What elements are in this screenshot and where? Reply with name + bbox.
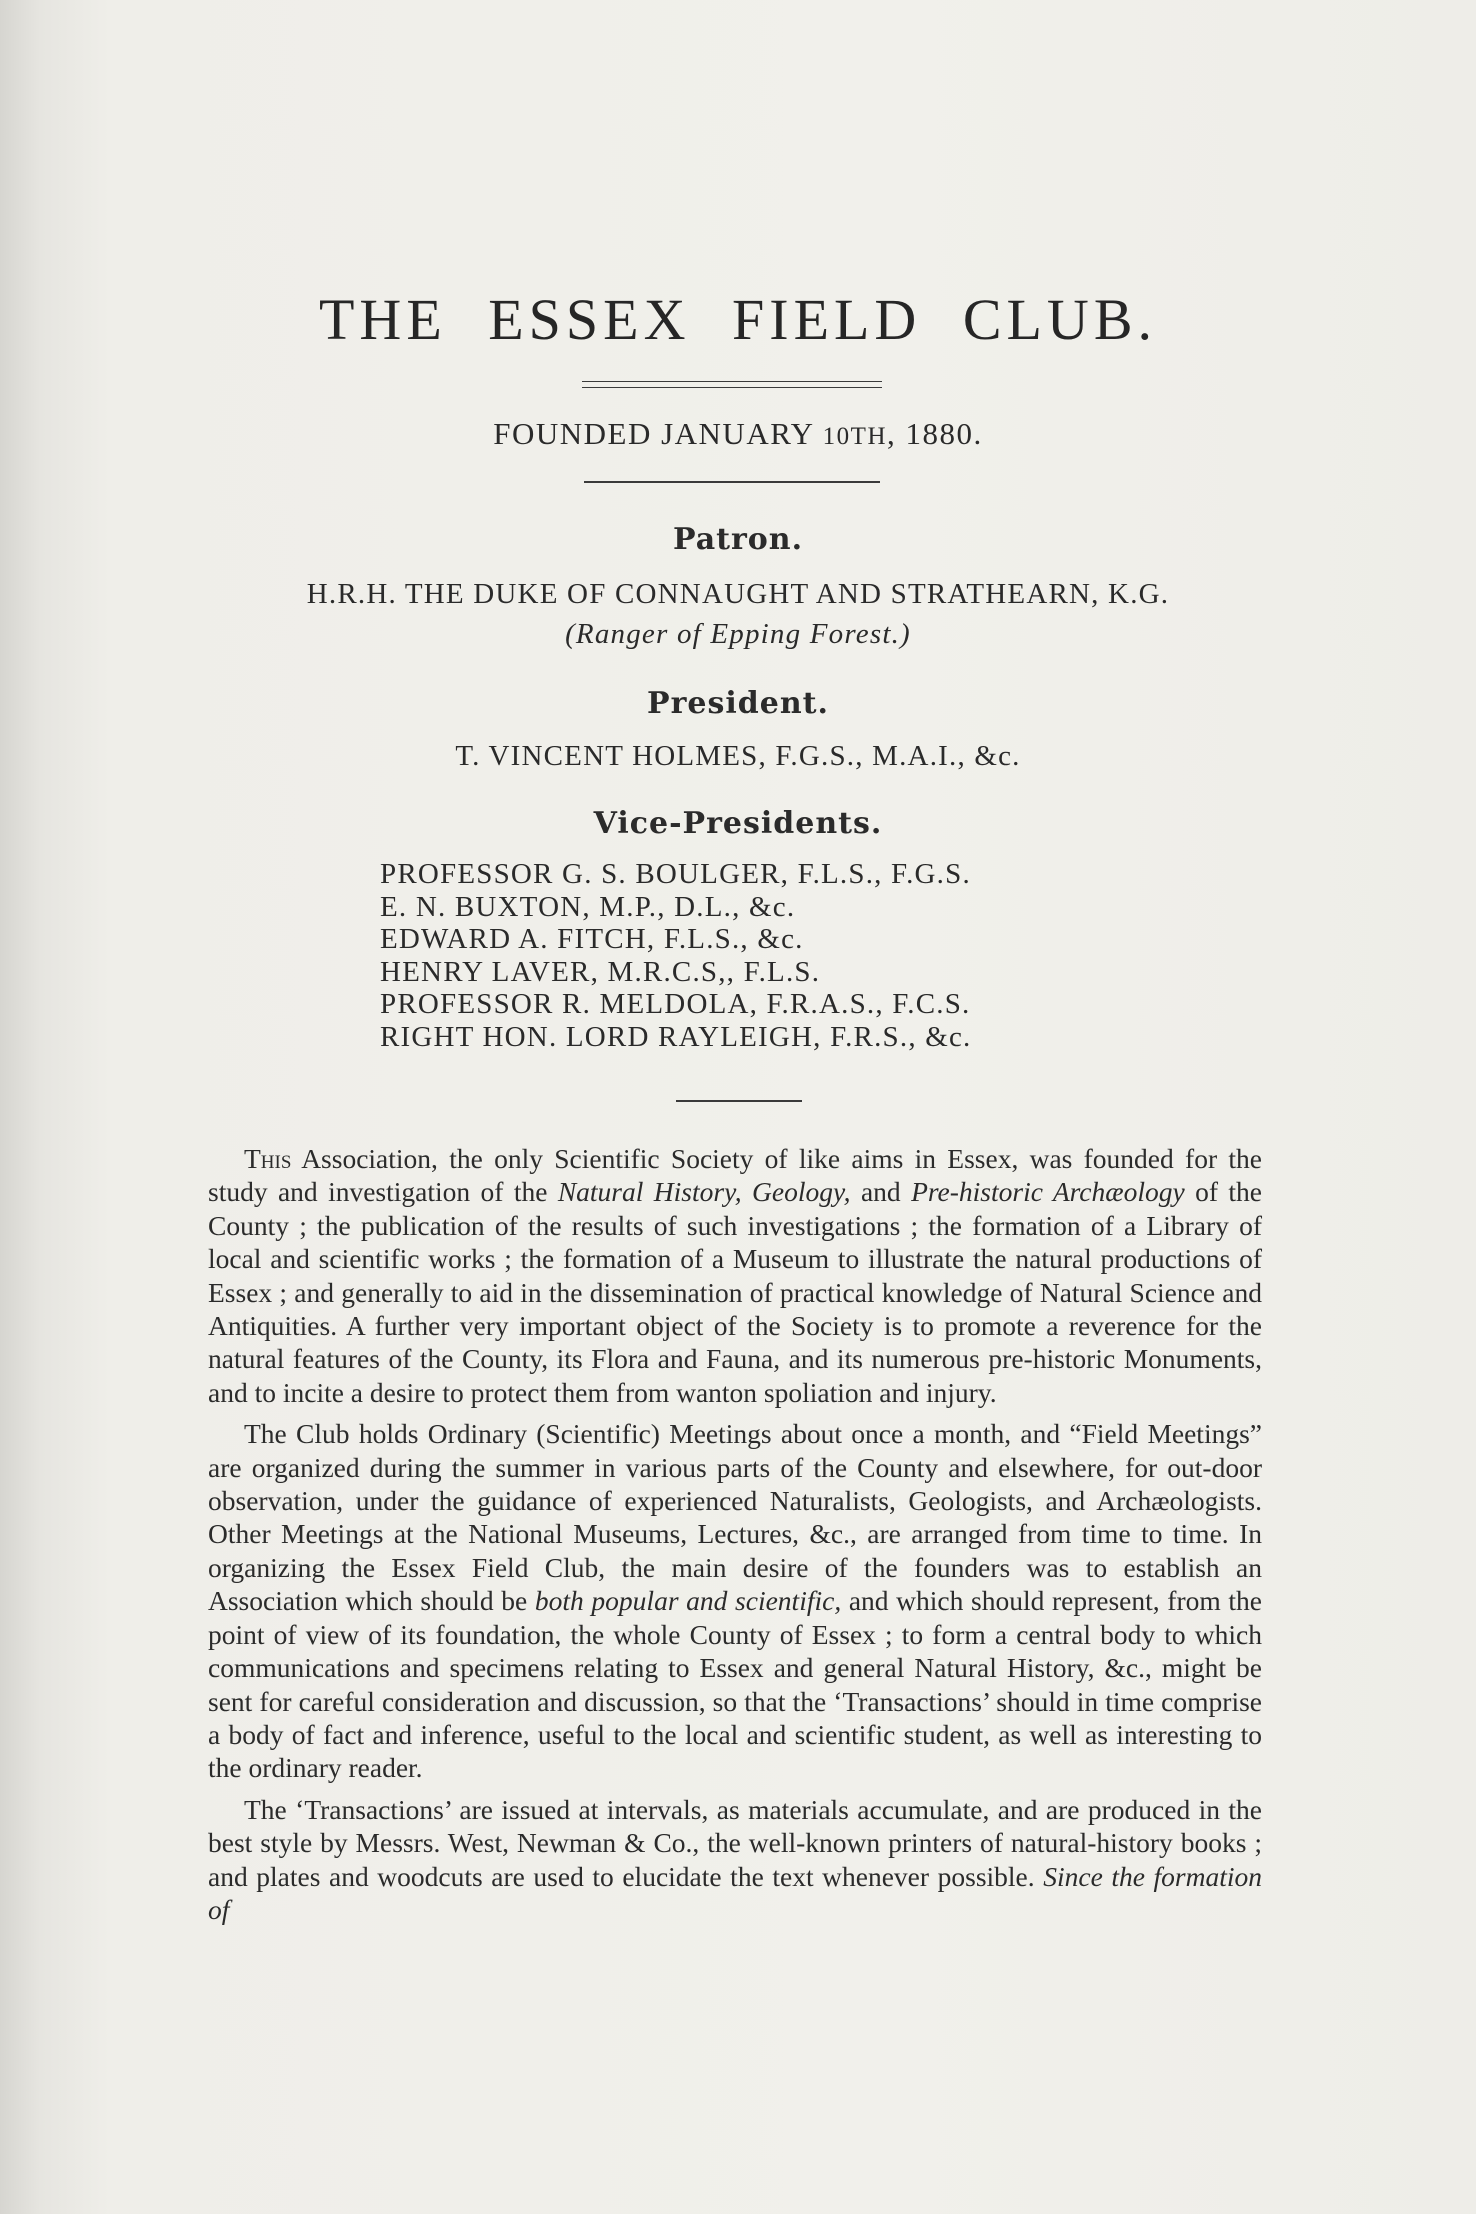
paragraph-italic: both popular and scientific,: [534, 1585, 842, 1617]
paragraph-text: and which should represent, from the point of view of its foundation, the whole County of Essex ; to form a central body to which communications and specimens relating to Essex and general Natural History, &c., might be sent for careful consideration and discussion, so that the ‘Transactions’ should in time comprise a body of fact and inference, useful to the local and scientific student, as well as interesting to the ordinary reader.: [208, 1585, 1262, 1784]
paragraph-italic: Pre-historic Archæology: [911, 1176, 1185, 1208]
paragraph-1: [208, 1142, 1262, 1409]
paragraph-text: and: [850, 1176, 912, 1208]
paragraph-2: [208, 1417, 1262, 1784]
president-heading: President.: [647, 686, 829, 721]
section-rule: [676, 1100, 802, 1102]
founded-prefix: FOUNDED JANUARY: [493, 416, 823, 451]
patron-role: (Ranger of Epping Forest.): [565, 618, 911, 650]
vice-president-item: PROFESSOR R. MELDOLA, F.R.A.S., F.C.S.: [380, 988, 971, 1020]
founded-date: [0, 416, 1476, 452]
title-double-rule: [582, 381, 882, 388]
founded-rule: [584, 481, 880, 483]
paragraph-3: [208, 1793, 1262, 1927]
founded-day: 10TH: [822, 423, 887, 450]
paragraph-text: of the County ; the publication of the results of such investigations ; the formation of a Library of local and scientific works ; the formation of a Museum to illustrate the natural productions of Essex ; and generally to aid in the dissemination of practical knowledge of Natural Science and Antiquities. A further very important object of the Society is to promote a reverence for the natural features of the County, its Flora and Fauna, and its numerous pre-historic Monuments, and to incite a desire to protect them from wanton spoliation and injury.: [208, 1176, 1262, 1408]
paragraph-text: The Club holds Ordinary (Scientific) Meetings about once a month, and “Field Meetings” are organized during the summer in various parts of the County and elsewhere, for out-door observation, under the guidance of experienced Naturalists, Geologists, and Archæologists. Other Meetings at the National Museums, Lectures, &c., are arranged from time to time. In organizing the Essex Field Club, the main desire of the founders was to establish an Association which should be: [208, 1418, 1262, 1617]
vice-president-item: HENRY LAVER, M.R.C.S,, F.L.S.: [380, 955, 821, 988]
vice-presidents-heading: Vice-Presidents.: [593, 806, 883, 841]
paragraph-italic: Since the formation of: [208, 1860, 1262, 1925]
paragraph-text: The ‘Transactions’ are issued at intervals, as materials accumulate, and are produced in the best style by Messrs. West, Newman & Co., the well-known printers of natural-history books ; and plates and woodcuts are used to elucidate the text whenever possible.: [208, 1793, 1262, 1892]
vice-presidents-list: [380, 858, 1200, 1053]
paragraph-italic: Natural History, Geology,: [557, 1176, 851, 1208]
founded-suffix: , 1880.: [887, 416, 983, 451]
patron-heading: Patron.: [672, 522, 804, 557]
paragraph-text: Association, the only Scientific Society of like aims in Essex, was founded for the study and investigation of the: [208, 1143, 1262, 1208]
patron-name: H.R.H. THE DUKE OF CONNAUGHT AND STRATHEARN, K.G.: [306, 578, 1170, 610]
vice-president-item: RIGHT HON. LORD RAYLEIGH, F.R.S., &c.: [380, 1020, 972, 1053]
body-text: [208, 1142, 1262, 1934]
president-name: T. VINCENT HOLMES, F.G.S., M.A.I., &c.: [455, 740, 1021, 772]
vice-president-item: E. N. BUXTON, M.P., D.L., &c.: [380, 890, 796, 923]
paragraph-lead: This: [244, 1143, 292, 1174]
vice-president-item: EDWARD A. FITCH, F.L.S., &c.: [380, 923, 804, 955]
vice-president-item: PROFESSOR G. S. BOULGER, F.L.S., F.G.S.: [380, 858, 971, 890]
page-title: THE ESSEX FIELD CLUB.: [319, 287, 1157, 352]
